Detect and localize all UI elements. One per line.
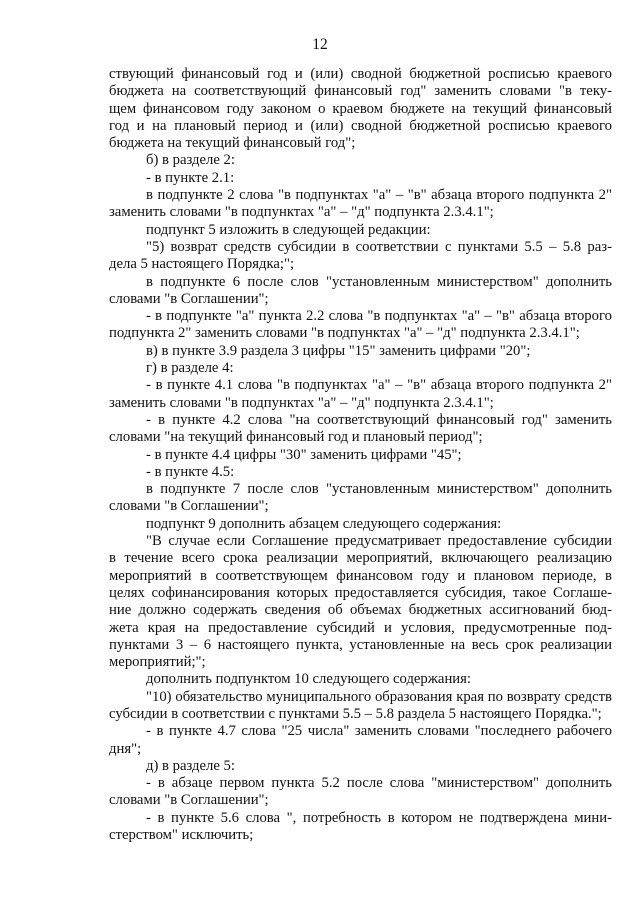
- text-line: - в абзаце первом пункта 5.2 после слова "министерством" дополнить: [146, 775, 612, 792]
- text-line: щем финансовом году законом о краевом бюджете на текущий финансовый: [109, 100, 612, 117]
- text-line: пунктами 3 – 6 настоящего пункта, установленные на весь срок реализации: [109, 636, 612, 653]
- text-line: - в пункте 2.1:: [146, 169, 235, 186]
- text-line: - в пункте 4.7 слова "25 числа" заменить словами "последнего рабочего: [146, 723, 612, 740]
- text-line: стерством" исключить;: [109, 827, 254, 844]
- text-line: дела 5 настоящего Порядка;";: [109, 256, 295, 273]
- text-line: в подпункте 6 после слов "установленным министерством" дополнить: [146, 273, 612, 290]
- text-line: жета края на предоставление субсидий и условия, предусмотренные под-: [109, 619, 612, 636]
- page-number: 12: [312, 36, 328, 53]
- text-line: "В случае если Соглашение предусматривает предоставление субсидии: [146, 533, 612, 550]
- text-line: мероприятий в соответствующем финансовом году и плановом периоде, в: [109, 567, 612, 584]
- text-line: б) в разделе 2:: [146, 152, 235, 169]
- text-line: ние должно содержать сведения об объемах бюджетных ассигнований бюд-: [109, 602, 612, 619]
- text-line: "10) обязательство муниципального образования края по возврату средств: [146, 688, 612, 705]
- text-line: подпункт 9 дополнить абзацем следующего содержания:: [146, 515, 502, 532]
- text-line: бюджета на соответствующий финансовый год" заменить словами "в теку-: [109, 83, 612, 100]
- text-line: - в пункте 4.4 цифры "30" заменить цифрами "45";: [146, 446, 462, 463]
- text-line: словами "в Соглашении";: [109, 792, 269, 809]
- text-line: словами "на текущий финансовый год и плановый период";: [109, 429, 483, 446]
- document-body: [109, 66, 612, 844]
- text-line: - в пункте 5.6 слова ", потребность в котором не подтверждена мини-: [146, 809, 612, 826]
- text-line: в подпункте 7 после слов "установленным министерством" дополнить: [146, 481, 612, 498]
- text-line: в подпункте 2 слова "в подпунктах "а" – "в" абзаца второго подпункта 2": [146, 187, 612, 204]
- text-line: дополнить подпунктом 10 следующего содержания:: [146, 671, 472, 688]
- text-line: словами "в Соглашении";: [109, 498, 269, 515]
- text-line: - в подпункте "а" пункта 2.2 слова "в подпунктах "а" – "в" абзаца второго: [146, 308, 612, 325]
- text-line: заменить словами "в подпунктах "а" – "д" подпункта 2.3.4.1";: [109, 394, 494, 411]
- text-line: словами "в Соглашении";: [109, 290, 269, 307]
- text-line: в) в пункте 3.9 раздела 3 цифры "15" заменить цифрами "20";: [146, 342, 531, 359]
- text-line: г) в разделе 4:: [146, 360, 234, 377]
- text-line: подпункта 2" заменить словами "в подпунктах "а" – "д" подпункта 2.3.4.1";: [109, 325, 580, 342]
- text-line: - в пункте 4.1 слова "в подпунктах "а" – "в" абзаца второго подпункта 2": [146, 377, 612, 394]
- text-line: субсидии в соответствии с пунктами 5.5 – 5.8 раздела 5 настоящего Порядка.";: [109, 705, 602, 722]
- text-line: дня";: [109, 740, 142, 757]
- text-line: мероприятий;";: [109, 654, 206, 671]
- text-line: "5) возврат средств субсидии в соответствии с пунктами 5.5 – 5.8 раз-: [146, 238, 612, 255]
- text-line: в течение всего срока реализации мероприятий, включающего реализацию: [109, 550, 612, 567]
- text-line: ствующий финансовый год и (или) сводной бюджетной росписью краевого: [109, 66, 612, 82]
- text-line: д) в разделе 5:: [146, 757, 235, 774]
- text-line: целях софинансирования которых предоставляется субсидия, такое Соглаше-: [109, 584, 612, 601]
- text-line: - в пункте 4.2 слова "на соответствующий финансовый год" заменить: [146, 411, 612, 428]
- text-line: - в пункте 4.5:: [146, 463, 235, 480]
- text-line: год и на плановый период и (или) сводной бюджетной росписью краевого: [109, 117, 612, 134]
- text-line: заменить словами "в подпунктах "а" – "д" подпункта 2.3.4.1";: [109, 204, 494, 221]
- text-line: бюджета на текущий финансовый год";: [109, 135, 356, 152]
- text-line: подпункт 5 изложить в следующей редакции:: [146, 221, 431, 238]
